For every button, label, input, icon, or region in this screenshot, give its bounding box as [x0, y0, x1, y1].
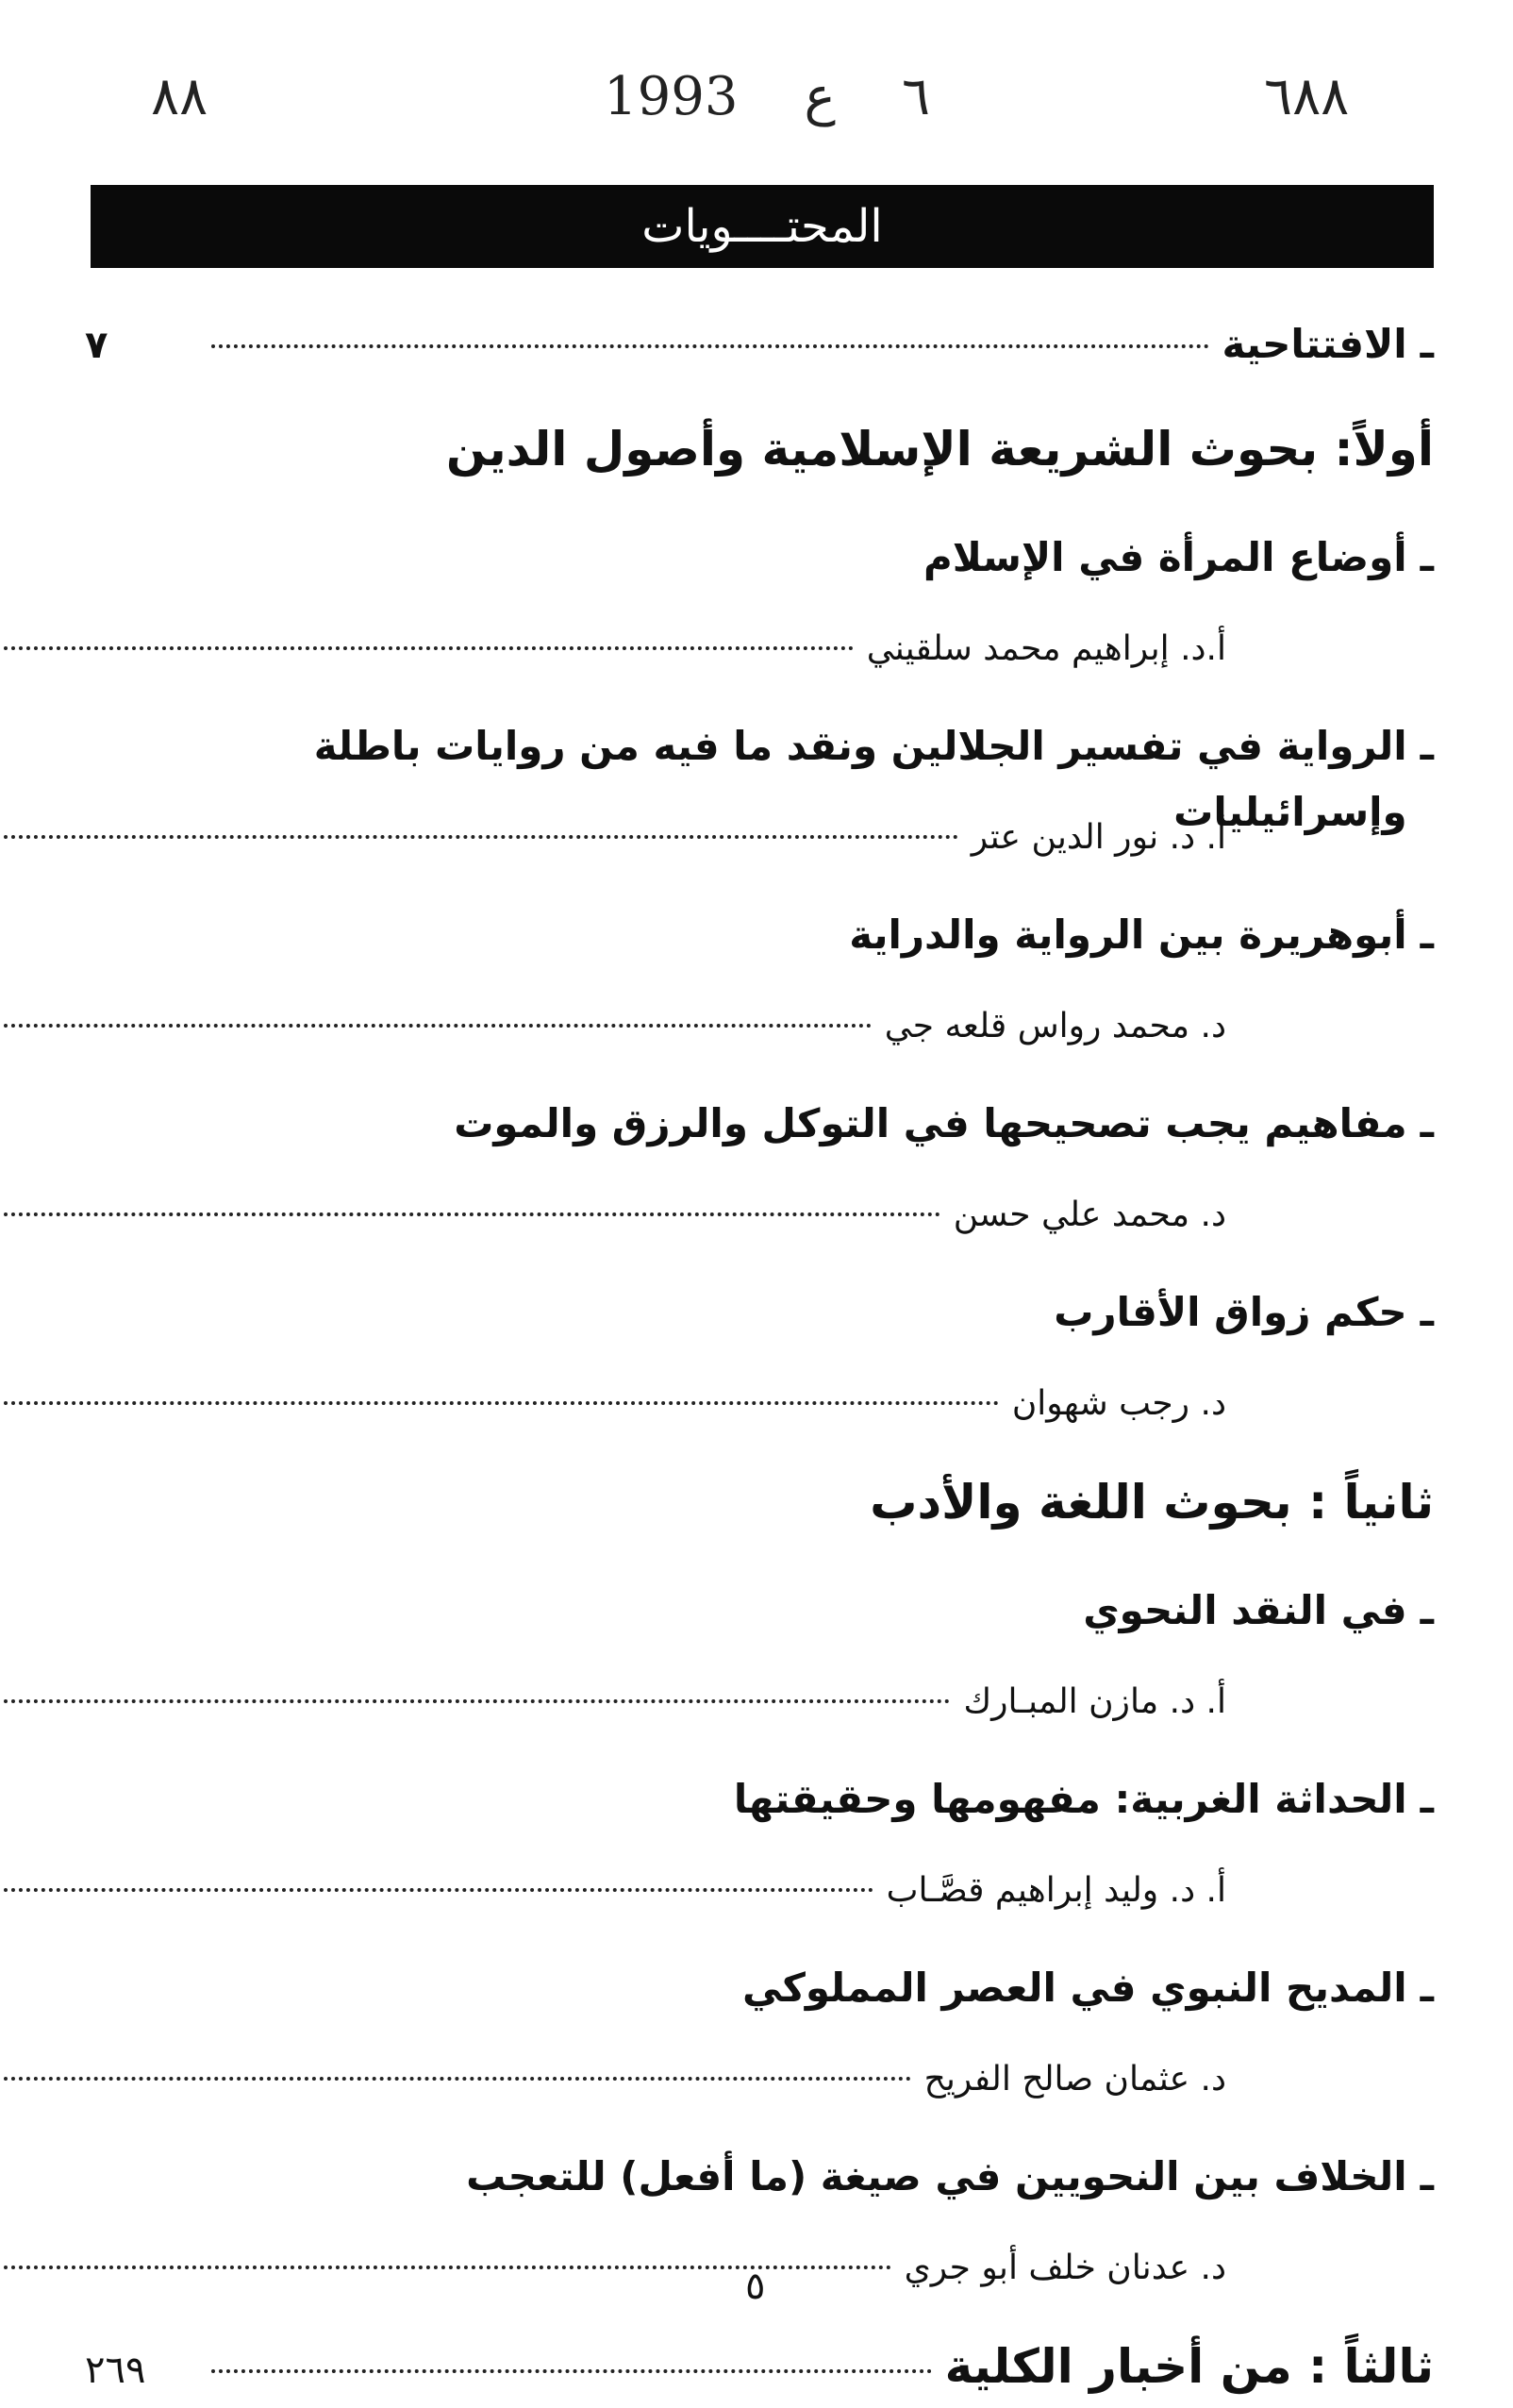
- handwritten-note-middle: [604, 66, 996, 142]
- toc-author-row: [0, 619, 1434, 676]
- entry-title: أوضاع المرأة في الإسلام: [923, 534, 1407, 580]
- dot-leader: [4, 1212, 940, 1216]
- toc-entry[interactable]: [85, 1578, 1434, 1644]
- contents-title: المحتــــويات: [641, 200, 883, 253]
- entry-title: مفاهيم يجب تصحيحها في التوكل والرزق والموت: [454, 1100, 1407, 1146]
- table-of-contents: [85, 283, 1434, 2404]
- entry-title: الرواية في تفسير الجلالين ونقد ما فيه من روايات باطلة وإسرائيليات: [313, 723, 1407, 835]
- entry-title: الخلاف بين النحويين في صيغة (ما أفعل) للتعجب: [466, 2153, 1407, 2199]
- entry-dash: ـ: [1420, 1100, 1434, 1146]
- handwritten-note-left: ٨٨: [151, 66, 208, 127]
- entry-author: د. محمد رواس قلعه جي: [884, 1007, 1226, 1045]
- toc-entry[interactable]: [85, 1955, 1434, 2021]
- section-title: أولاً: بحوث الشريعة الإسلامية وأصول الدين: [445, 422, 1434, 477]
- toc-author-row: [0, 1374, 1434, 1430]
- dot-leader: [4, 1401, 999, 1405]
- page-footer-number: ٥: [745, 2265, 766, 2308]
- dot-leader: [4, 1888, 873, 1892]
- toc-author-row: [0, 2238, 1434, 2295]
- dot-leader: [4, 2077, 911, 2081]
- toc-author-row: [0, 1672, 1434, 1729]
- dot-leader: [4, 1699, 950, 1703]
- entry-author: أ. د. مازن المبـارك: [963, 1682, 1226, 1721]
- contents-title-bar: [91, 185, 1434, 268]
- toc-author-row: [0, 1185, 1434, 1242]
- entry-dash: ـ: [1420, 1289, 1434, 1335]
- section-heading-1: [85, 411, 1434, 487]
- entry-dash: ـ: [1420, 2153, 1434, 2199]
- entry-author: د. رجب شهوان: [1011, 1384, 1226, 1423]
- dot-leader: [4, 1024, 872, 1028]
- handwritten-note-right: ٦٨٨: [1264, 66, 1350, 127]
- dot-leader: [211, 344, 1209, 348]
- handwritten-part: ع: [804, 66, 836, 127]
- section-heading-2: [85, 1464, 1434, 1540]
- page-number: ٧: [85, 324, 108, 367]
- entry-dash: ـ: [1420, 1965, 1434, 2011]
- entry-dash: ـ: [1420, 723, 1434, 769]
- toc-entry-opening[interactable]: [85, 311, 1434, 377]
- handwritten-part: 1993: [604, 66, 739, 127]
- section-heading-3[interactable]: [85, 2329, 1434, 2404]
- entry-title: حكم زواق الأقارب: [1054, 1289, 1407, 1335]
- entry-author: د. عدنان خلف أبو جري: [904, 2249, 1226, 2287]
- section-title: ثالثاً : من أخبار الكلية: [944, 2339, 1434, 2394]
- entry-author: د. عثمان صالح الفريح: [923, 2060, 1226, 2099]
- entry-title: في النقد النحوي: [1083, 1587, 1407, 1633]
- dot-leader: [4, 835, 958, 839]
- entry-dash: ـ: [1420, 321, 1434, 367]
- entry-title: المديح النبوي في العصر المملوكي: [741, 1965, 1407, 2011]
- entry-author: أ. د. وليد إبراهيم قصَّـاب: [886, 1871, 1226, 1910]
- section-title: ثانياً : بحوث اللغة والأدب: [870, 1475, 1434, 1530]
- toc-entry[interactable]: [85, 713, 1434, 835]
- entry-author: أ. د. نور الدين عتر: [971, 818, 1226, 857]
- toc-entry[interactable]: [85, 1766, 1434, 1832]
- dot-leader: [211, 2369, 932, 2373]
- entry-author: أ.د. إبراهيم محمد سلقيني: [866, 629, 1226, 668]
- handwritten-part: ٦: [901, 66, 931, 127]
- dot-leader: [4, 646, 854, 650]
- entry-dash: ـ: [1420, 911, 1434, 958]
- toc-author-row: [0, 2049, 1434, 2106]
- toc-author-row: [0, 996, 1434, 1053]
- page-number: ٢٦٩: [85, 2349, 146, 2392]
- entry-author: د. محمد علي حسن: [953, 1196, 1226, 1234]
- entry-title: الافتتاحية: [1222, 321, 1407, 367]
- toc-entry[interactable]: [85, 902, 1434, 968]
- toc-entry[interactable]: [85, 525, 1434, 591]
- entry-dash: ـ: [1420, 1587, 1434, 1633]
- entry-title: أبوهريرة بين الرواية والدراية: [849, 911, 1407, 958]
- toc-entry[interactable]: [85, 2144, 1434, 2210]
- entry-dash: ـ: [1420, 1776, 1434, 1822]
- toc-entry[interactable]: [85, 1279, 1434, 1346]
- entry-title: الحداثة الغربية: مفهومها وحقيقتها: [733, 1776, 1407, 1822]
- toc-entry[interactable]: [85, 1091, 1434, 1157]
- toc-author-row: [0, 1861, 1434, 1917]
- entry-dash: ـ: [1420, 534, 1434, 580]
